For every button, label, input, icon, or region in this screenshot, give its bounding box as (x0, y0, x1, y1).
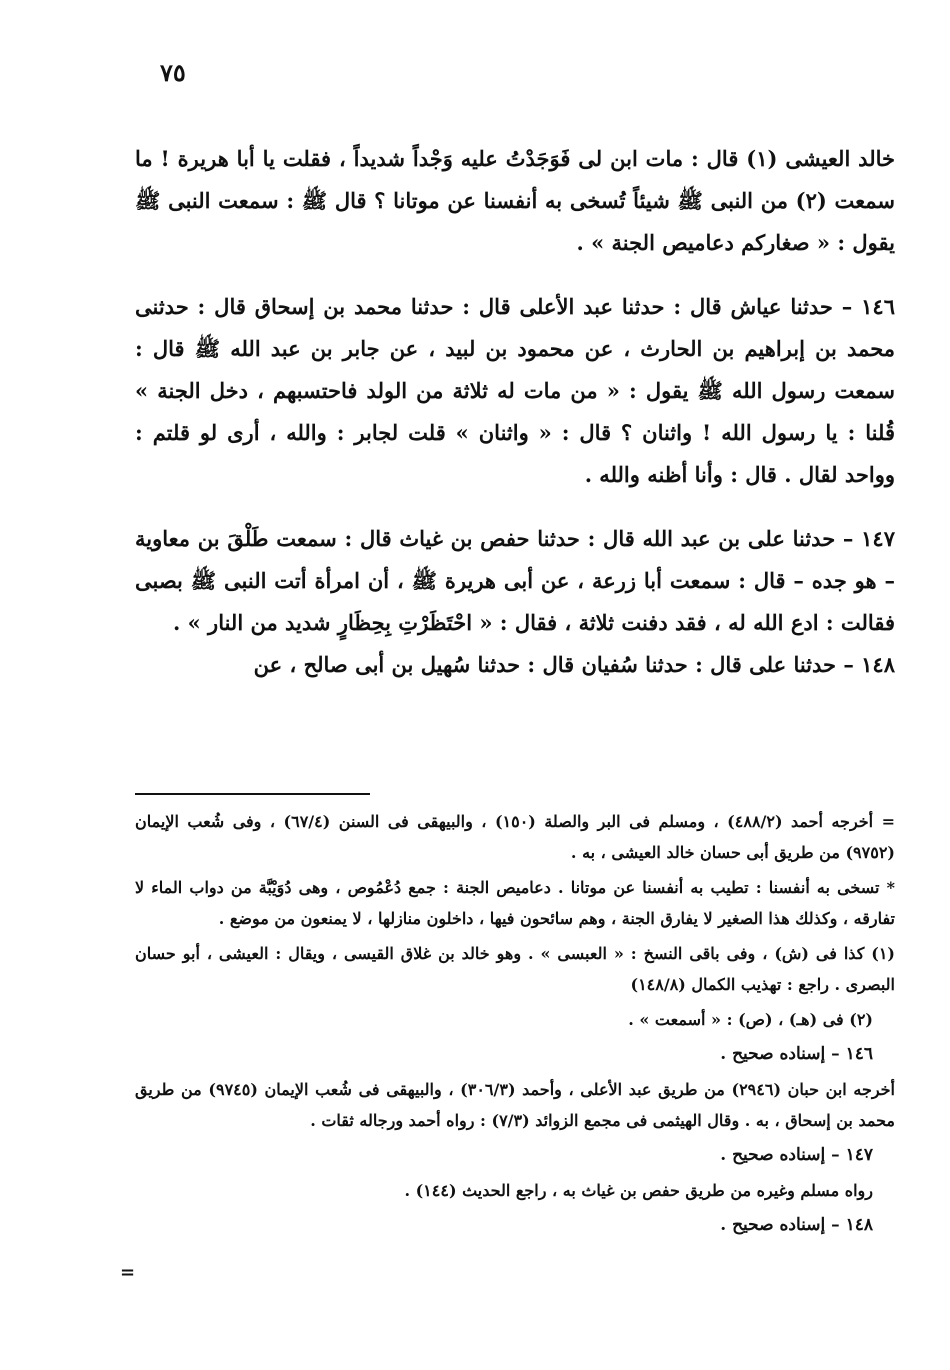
footnote-continued: = أخرجه أحمد (٤٨٨/٢) ، ومسلم فى البر والصلة (١٥٠) ، والبيهقى فى السنن (٦٧/٤) ، وفى شُعب الإيمان (٩٧٥٢) من طريق أبى حسان خالد العيشى ، به . (135, 812, 895, 862)
footnote-glossary: * تسخى به أنفسنا : تطيب به أنفسنا عن موتانا . دعاميص الجنة : جمع دُعْمُوص ، وهى دُوَيْبَّة من دواب الماء لا تفارقه ، وكذلك هذا الصغير لا يفارق الجنة ، وهم سائحون فيها ، داخلون منازلها ، لا يمنعون من موضع . (135, 878, 895, 928)
footnote-147-heading: ١٤٧ – إسناده صحيح . (720, 1145, 873, 1165)
footnotes (135, 806, 895, 1245)
hadith-147: ١٤٧ – حدثنا على بن عبد الله قال : حدثنا حفص بن غياث قال : سمعت طَلْقَ بن معاوية – هو جده – قال : سمعت أبا زرعة ، عن أبى هريرة ﷺ ، أن امرأة أتت النبى ﷺ بصبى فقالت : ادع الله له ، فقد دفنت ثلاثة ، فقال : « احْتَظَرْتِ بِحِظَارٍ شديد من النار » . (135, 526, 895, 635)
footnote-divider (135, 793, 370, 795)
footnote-148-heading: ١٤٨ – إسناده صحيح . (720, 1215, 873, 1235)
hadith-148: ١٤٨ – حدثنا على قال : حدثنا سُفيان قال : حدثنا سُهيل بن أبى صالح ، عن (253, 652, 895, 677)
hadith-146: ١٤٦ – حدثنا عياش قال : حدثنا عبد الأعلى قال : حدثنا محمد بن إسحاق قال : حدثنى محمد بن إبراهيم بن الحارث ، عن محمود بن لبيد ، عن جابر بن عبد الله ﷺ قال : سمعت رسول الله ﷺ يقول : « من مات له ثلاثة من الولد فاحتسبهم ، دخل الجنة » قُلنا : يا رسول الله ! واثنان ؟ قال : « واثنان » قلت لجابر : والله ، أرى لو قلتم : وواحد لقال . قال : وأنا أظنه والله . (135, 294, 895, 487)
continuation-mark: = (120, 1262, 136, 1283)
footnote-146-heading: ١٤٦ – إسناده صحيح . (720, 1044, 873, 1064)
page-number: ٧٥ (160, 58, 186, 87)
footnote-147-body: رواه مسلم وغيره من طريق حفص بن غياث به ، راجع الحديث (١٤٤) . (404, 1181, 873, 1200)
footnote-146-body: أخرجه ابن حبان (٢٩٤٦) من طريق عبد الأعلى ، وأحمد (٣٠٦/٣) ، والبيهقى فى شُعب الإيمان (٩٧٤٥) من طريق محمد بن إسحاق ، به . وقال الهيثمى فى مجمع الزوائد (٧/٣) : رواه أحمد ورجاله ثقات . (135, 1080, 895, 1130)
main-text (135, 138, 895, 708)
paragraph-continuation: خالد العيشى (١) قال : مات ابن لى فَوَجَدْتُ عليه وَجْداً شديداً ، فقلت يا أبا هريرة ! ما سمعت (٢) من النبى ﷺ شيئاً تُسخى به أنفسنا عن موتانا ؟ قال ﷺ : سمعت النبى ﷺ يقول : « صغاركم دعاميص الجنة » . (135, 146, 895, 255)
footnote-1: (١) كذا فى (ش) ، وفى باقى النسخ : « العبسى » . وهو خالد بن غلاق القيسى ، ويقال : العيشى ، أبو حسان البصرى . راجع : تهذيب الكمال (١٤٨/٨) (135, 944, 895, 994)
footnote-2: (٢) فى (هـ) ، (ص) : « أسمعت » . (628, 1010, 873, 1029)
